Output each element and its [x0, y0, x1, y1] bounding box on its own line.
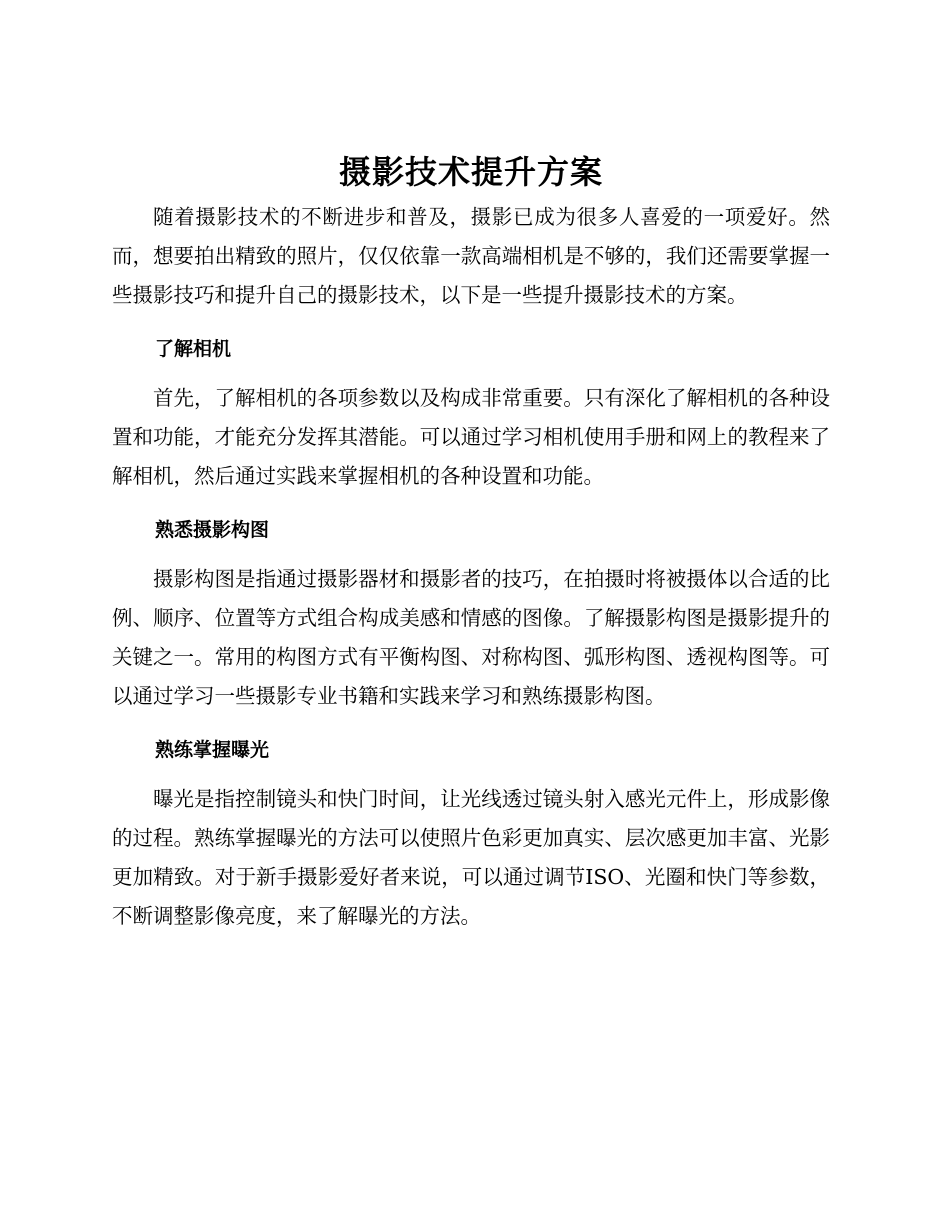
spacer	[112, 361, 830, 379]
section-heading-exposure: 熟练掌握曝光	[155, 739, 270, 761]
section-heading-camera: 了解相机	[155, 338, 232, 360]
document-page	[112, 150, 830, 936]
spacer	[112, 315, 830, 337]
spacer	[112, 542, 830, 560]
section-body-camera: 首先，了解相机的各项参数以及构成非常重要。只有深化了解相机的各种设置和功能，才能充分发挥其潜能。可以通过学习相机使用手册和网上的教程来了解相机，然后通过实践来掌握相机的各种设置和功能。	[112, 386, 830, 488]
intro-paragraph: 随着摄影技术的不断进步和普及，摄影已成为很多人喜爱的一项爱好。然而，想要拍出精致的照片，仅仅依靠一款高端相机是不够的，我们还需要掌握一些摄影技巧和提升自己的摄影技术，以下是一些提升摄影技术的方案。	[112, 205, 830, 307]
spacer	[112, 762, 830, 780]
section-body-exposure: 曝光是指控制镜头和快门时间，让光线透过镜头射入感光元件上，形成影像的过程。熟练掌握曝光的方法可以使照片色彩更加真实、层次感更加丰富、光影更加精致。对于新手摄影爱好者来说，可以通过调节ISO、光圈和快门等参数，不断调整影像亮度，来了解曝光的方法。	[112, 787, 830, 928]
section-heading-composition: 熟悉摄影构图	[155, 519, 270, 541]
section-body-composition: 摄影构图是指通过摄影器材和摄影者的技巧，在拍摄时将被摄体以合适的比例、顺序、位置等方式组合构成美感和情感的图像。了解摄影构图是摄影提升的关键之一。常用的构图方式有平衡构图、对称构图、弧形构图、透视构图等。可以通过学习一些摄影专业书籍和实践来学习和熟练摄影构图。	[112, 567, 830, 708]
spacer	[112, 716, 830, 738]
spacer	[112, 496, 830, 518]
document-title: 摄影技术提升方案	[338, 153, 603, 191]
